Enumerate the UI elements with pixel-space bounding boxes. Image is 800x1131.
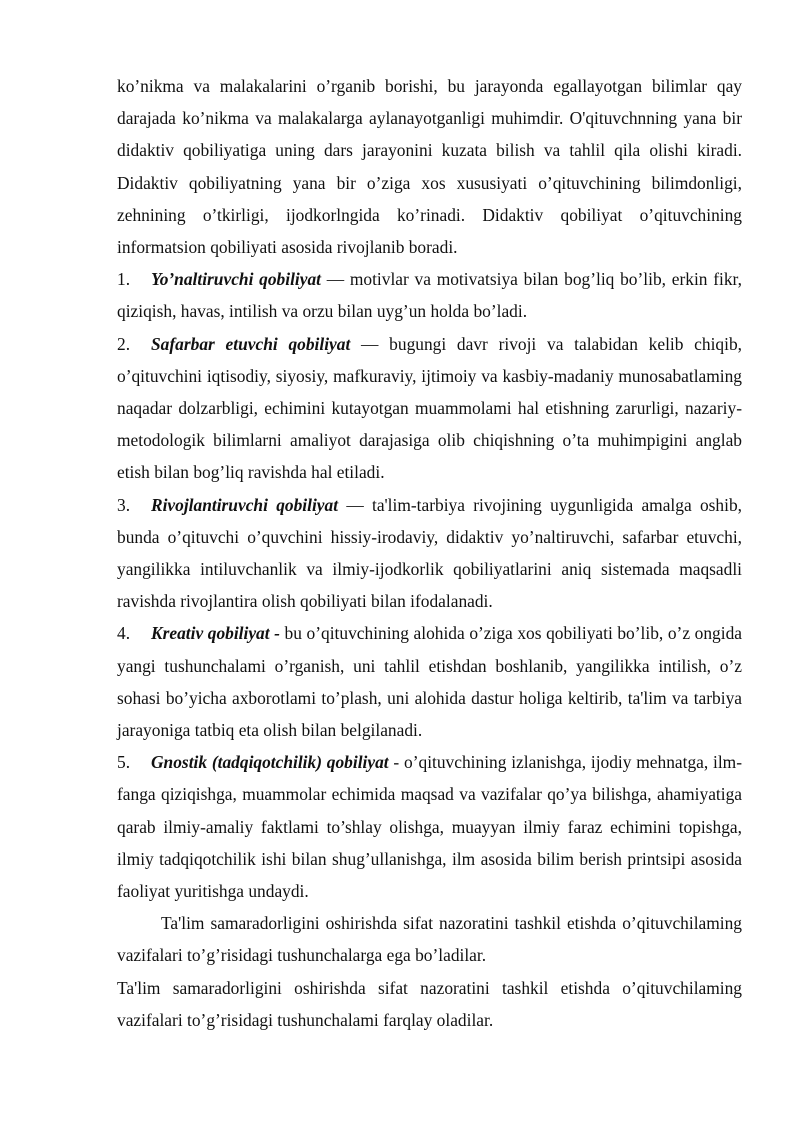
list-text: bu o’qituvchining alohida o’ziga xos qobiliyati bo’lib, o’z ongida yangi tushunchalami o’rganish, uni tahlil etishdan boshlanib, yangilikka intilish, o’z sohasi bo’yicha axborotlami to’plash, uni alohida dastur holiga keltirib, ta'lim va tarbiya jarayoniga tatbiq eta olish bilan belgilanadi. xyxy=(117,623,742,741)
list-term: Rivojlantiruvchi qobiliyat xyxy=(151,494,339,515)
paragraph-final: Ta'lim samaradorligini oshirishda sifat nazoratini tashkil etishda o’qituvchilaming vazifalari to’g’risidagi tushunchalami farqlay oladilar. xyxy=(117,977,742,1030)
list-term: Yo’naltiruvchi qobiliyat xyxy=(151,269,321,290)
list-item xyxy=(117,746,742,907)
list-text: - o’qituvchining izlanishga, ijodiy mehnatga, ilm-fanga qiziqishga, muammolar echimida maqsad va vazifalar qo’ya bilishga, ahamiyatiga qarab ilmiy-amaliy faktlami to’shlay olishga, muayyan ilmiy faraz echimini topishga, ilmiy tadqiqotchilik ishi bilan shug’ullanishga, ilm asosida bilim berish printsipi asosida faoliyat yuritishga undaydi. xyxy=(117,752,742,902)
list-term: Kreativ qobiliyat - xyxy=(151,623,280,644)
list-number: 1. xyxy=(117,269,131,290)
document-page xyxy=(117,70,742,1036)
list-number: 5. xyxy=(117,752,131,773)
list-text: — ta'lim-tarbiya rivojining uygunligida amalga oshib, bunda o’qituvchi o’quvchini hissiy-irodaviy, didaktiv yo’naltiruvchi, safarbar etuvchi, yangilikka intiluvchanlik va ilmiy-ijodkorlik qobiliyatlarini aniq sistemada maqsadli ravishda rivojlantira olish qobiliyati bilan ifodalanadi. xyxy=(117,494,742,612)
list-term: Safarbar etuvchi qobiliyat xyxy=(151,333,351,354)
list-term: Gnostik (tadqiqotchilik) qobiliyat xyxy=(151,752,389,773)
list-text: — motivlar va motivatsiya bilan bog’liq bo’lib, erkin fikr, qiziqish, havas, intilish va orzu bilan uyg’un holda bo’ladi. xyxy=(117,269,742,322)
list-number: 3. xyxy=(117,494,131,515)
list-text: — bugungi davr rivoji va talabidan kelib chiqib, o’qituvchini iqtisodiy, siyosiy, mafkuraviy, ijtimoiy va kasbiy-madaniy munosabatlaming naqadar dolzarbligi, echimini kutayotgan muammolami hal etishning zarurligi, nazariy-metodologik bilimlarni amaliyot darajasiga olib chiqishning o’ta muhimpigini anglab etish bilan bog’liq ravishda hal etiladi. xyxy=(117,333,742,483)
paragraph-intro: ko’nikma va malakalarini o’rganib borishi, bu jarayonda egallayotgan bilimlar qay darajada ko’nikma va malakalarga aylanayotganligi muhimdir. O'qituvchnning yana bir didaktiv qobiliyatiga uning dars jarayonini kuzata bilish va tahlil qila olishi kiradi. Didaktiv qobiliyatning yana bir o’ziga xos xususiyati o’qituvchining bilimdonligi, zehnining o’tkirligi, ijodkorlngida ko’rinadi. Didaktiv qobiliyat o’qituvchining informatsion qobiliyati asosida rivojlanib boradi. xyxy=(117,76,742,258)
list-number: 2. xyxy=(117,333,131,354)
list-item xyxy=(117,263,742,327)
list-item xyxy=(117,489,742,618)
list-item xyxy=(117,617,742,746)
paragraph-closing: Ta'lim samaradorligini oshirishda sifat nazoratini tashkil etishda o’qituvchilaming vazifalari to’g’risidagi tushunchalarga ega bo’ladilar. xyxy=(117,913,742,966)
list-number: 4. xyxy=(117,623,131,644)
list-item xyxy=(117,328,742,489)
